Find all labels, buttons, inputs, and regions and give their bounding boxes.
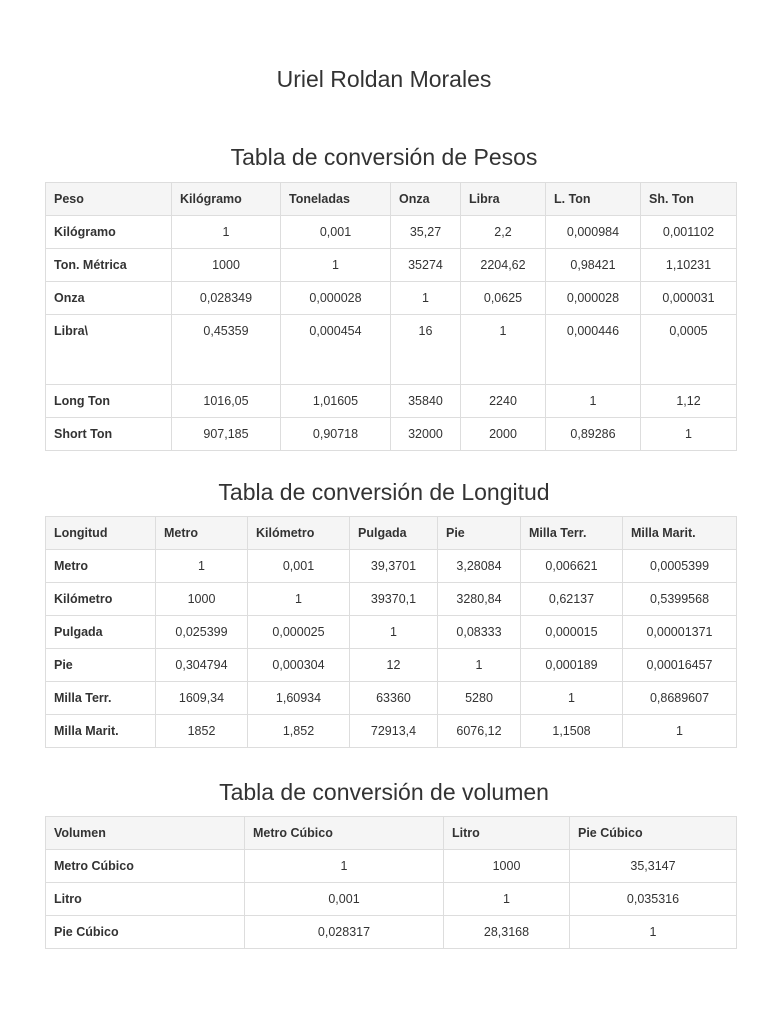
table-cell: 0,001 xyxy=(281,216,391,249)
table-cell: 0,035316 xyxy=(570,883,737,916)
table-cell: 0,000031 xyxy=(641,282,737,315)
column-header: Metro Cúbico xyxy=(245,817,444,850)
table-cell: 0,304794 xyxy=(156,649,248,682)
table-cell: 1000 xyxy=(156,583,248,616)
table-cell: 0,0005 xyxy=(641,315,737,385)
row-label: Kilógramo xyxy=(46,216,172,249)
table-cell: 0,8689607 xyxy=(623,682,737,715)
table-row xyxy=(46,883,737,916)
table-cell: 0,001 xyxy=(248,550,350,583)
column-header: Sh. Ton xyxy=(641,183,737,216)
column-header: Milla Marit. xyxy=(623,517,737,550)
author-name: Uriel Roldan Morales xyxy=(276,66,492,92)
row-label: Litro xyxy=(46,883,245,916)
table-row xyxy=(46,418,737,451)
column-header: Volumen xyxy=(46,817,245,850)
table-row xyxy=(46,385,737,418)
table-cell: 1 xyxy=(546,385,641,418)
table-cell: 1000 xyxy=(444,850,570,883)
table-cell: 0,028349 xyxy=(172,282,281,315)
table-cell: 0,000446 xyxy=(546,315,641,385)
row-label: Long Ton xyxy=(46,385,172,418)
table-row xyxy=(46,550,737,583)
table-cell: 0,000028 xyxy=(546,282,641,315)
column-header: Pie Cúbico xyxy=(570,817,737,850)
table-cell: 1 xyxy=(245,850,444,883)
table-cell: 1 xyxy=(623,715,737,748)
column-header: Libra xyxy=(461,183,546,216)
table-row xyxy=(46,216,737,249)
table-header-row xyxy=(46,183,737,216)
table-cell: 1 xyxy=(521,682,623,715)
table-cell: 0,62137 xyxy=(521,583,623,616)
table-cell: 1 xyxy=(438,649,521,682)
table-cell: 1609,34 xyxy=(156,682,248,715)
column-header: Longitud xyxy=(46,517,156,550)
table-cell: 0,006621 xyxy=(521,550,623,583)
table-cell: 32000 xyxy=(391,418,461,451)
table-cell: 2,2 xyxy=(461,216,546,249)
table-cell: 2204,62 xyxy=(461,249,546,282)
row-label: Ton. Métrica xyxy=(46,249,172,282)
volumen-table-title: Tabla de conversión de volumen xyxy=(219,779,549,805)
row-label: Metro xyxy=(46,550,156,583)
table-cell: 1 xyxy=(350,616,438,649)
table-cell: 1,60934 xyxy=(248,682,350,715)
table-cell: 907,185 xyxy=(172,418,281,451)
table-cell: 0,89286 xyxy=(546,418,641,451)
table-cell: 0,00001371 xyxy=(623,616,737,649)
row-label: Pulgada xyxy=(46,616,156,649)
table-cell: 1 xyxy=(461,315,546,385)
longitud-conversion-table xyxy=(45,516,737,748)
table-cell: 0,000304 xyxy=(248,649,350,682)
table-cell: 0,001 xyxy=(245,883,444,916)
column-header: Kilómetro xyxy=(248,517,350,550)
table-row xyxy=(46,249,737,282)
row-label: Metro Cúbico xyxy=(46,850,245,883)
table-row xyxy=(46,649,737,682)
table-cell: 5280 xyxy=(438,682,521,715)
table-cell: 63360 xyxy=(350,682,438,715)
table-cell: 3280,84 xyxy=(438,583,521,616)
row-label: Libra\ xyxy=(46,315,172,385)
column-header: Toneladas xyxy=(281,183,391,216)
table-cell: 28,3168 xyxy=(444,916,570,949)
table-cell: 1 xyxy=(281,249,391,282)
table-cell: 35840 xyxy=(391,385,461,418)
pesos-table-title: Tabla de conversión de Pesos xyxy=(230,144,538,170)
table-cell: 12 xyxy=(350,649,438,682)
table-cell: 0,000028 xyxy=(281,282,391,315)
table-cell: 0,000025 xyxy=(248,616,350,649)
table-row xyxy=(46,583,737,616)
table-cell: 1 xyxy=(172,216,281,249)
table-header-row xyxy=(46,517,737,550)
table-row xyxy=(46,315,737,385)
table-cell: 0,90718 xyxy=(281,418,391,451)
table-cell: 1,10231 xyxy=(641,249,737,282)
table-cell: 2000 xyxy=(461,418,546,451)
table-cell: 0,98421 xyxy=(546,249,641,282)
row-label: Pie xyxy=(46,649,156,682)
table-cell: 0,5399568 xyxy=(623,583,737,616)
table-cell: 35274 xyxy=(391,249,461,282)
pesos-conversion-table xyxy=(45,182,737,451)
table-cell: 1,852 xyxy=(248,715,350,748)
table-cell: 0,0005399 xyxy=(623,550,737,583)
column-header: Pie xyxy=(438,517,521,550)
row-label: Onza xyxy=(46,282,172,315)
table-row xyxy=(46,282,737,315)
table-cell: 1 xyxy=(391,282,461,315)
table-cell: 1852 xyxy=(156,715,248,748)
table-cell: 35,3147 xyxy=(570,850,737,883)
table-cell: 1,1508 xyxy=(521,715,623,748)
table-cell: 1,01605 xyxy=(281,385,391,418)
column-header: Kilógramo xyxy=(172,183,281,216)
column-header: Peso xyxy=(46,183,172,216)
table-cell: 1 xyxy=(248,583,350,616)
row-label: Pie Cúbico xyxy=(46,916,245,949)
row-label: Short Ton xyxy=(46,418,172,451)
table-cell: 6076,12 xyxy=(438,715,521,748)
table-cell: 0,0625 xyxy=(461,282,546,315)
table-cell: 2240 xyxy=(461,385,546,418)
table-cell: 72913,4 xyxy=(350,715,438,748)
table-cell: 16 xyxy=(391,315,461,385)
table-cell: 0,00016457 xyxy=(623,649,737,682)
table-row xyxy=(46,715,737,748)
table-row xyxy=(46,850,737,883)
table-cell: 1 xyxy=(444,883,570,916)
table-cell: 0,000189 xyxy=(521,649,623,682)
column-header: Onza xyxy=(391,183,461,216)
table-cell: 0,028317 xyxy=(245,916,444,949)
table-cell: 0,025399 xyxy=(156,616,248,649)
row-label: Kilómetro xyxy=(46,583,156,616)
table-cell: 1 xyxy=(156,550,248,583)
column-header: Litro xyxy=(444,817,570,850)
table-cell: 39370,1 xyxy=(350,583,438,616)
column-header: Metro xyxy=(156,517,248,550)
table-cell: 0,000984 xyxy=(546,216,641,249)
column-header: Milla Terr. xyxy=(521,517,623,550)
column-header: Pulgada xyxy=(350,517,438,550)
table-cell: 1,12 xyxy=(641,385,737,418)
table-row xyxy=(46,916,737,949)
table-cell: 0,000015 xyxy=(521,616,623,649)
table-cell: 1 xyxy=(570,916,737,949)
table-cell: 39,3701 xyxy=(350,550,438,583)
table-cell: 1 xyxy=(641,418,737,451)
table-cell: 0,45359 xyxy=(172,315,281,385)
row-label: Milla Terr. xyxy=(46,682,156,715)
row-label: Milla Marit. xyxy=(46,715,156,748)
table-header-row xyxy=(46,817,737,850)
volumen-conversion-table xyxy=(45,816,737,949)
table-cell: 0,001102 xyxy=(641,216,737,249)
table-cell: 0,000454 xyxy=(281,315,391,385)
table-cell: 1000 xyxy=(172,249,281,282)
table-cell: 35,27 xyxy=(391,216,461,249)
table-cell: 1016,05 xyxy=(172,385,281,418)
table-cell: 0,08333 xyxy=(438,616,521,649)
column-header: L. Ton xyxy=(546,183,641,216)
table-row xyxy=(46,616,737,649)
table-cell: 3,28084 xyxy=(438,550,521,583)
longitud-table-title: Tabla de conversión de Longitud xyxy=(218,479,550,505)
table-row xyxy=(46,682,737,715)
